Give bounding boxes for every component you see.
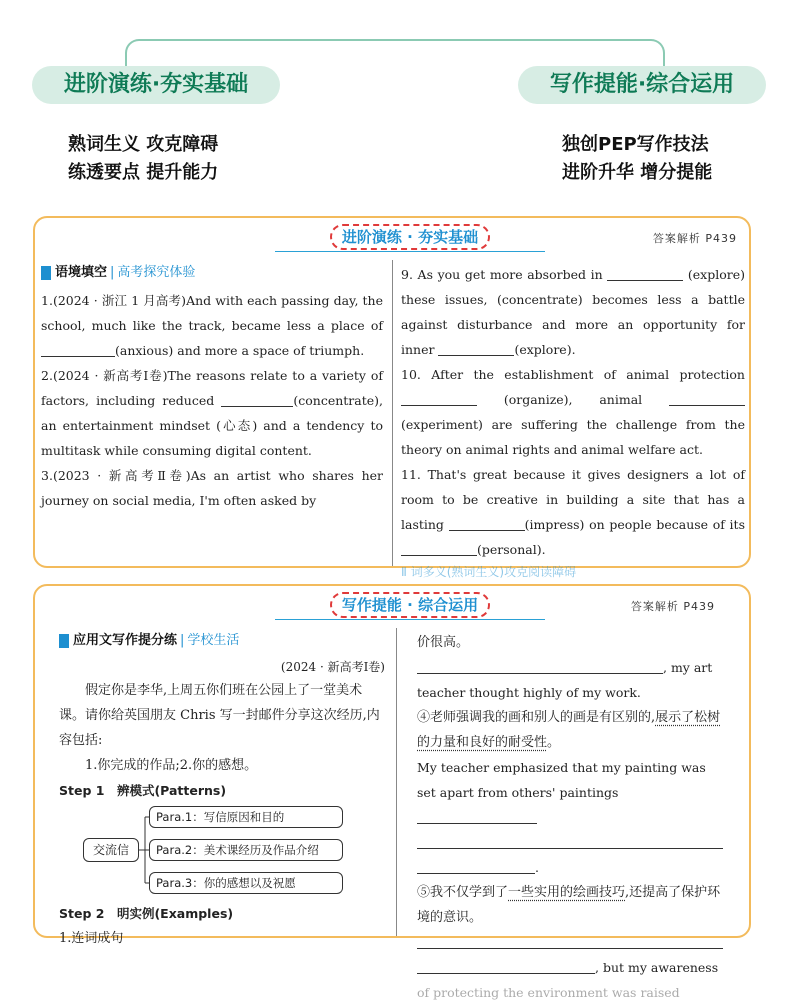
- section-title: 应用文写作提分练: [73, 633, 178, 648]
- header-bracket-line: [125, 39, 665, 69]
- card-title-bar: [275, 592, 545, 620]
- content-points: 1.你完成的作品;2.你的感想。: [85, 758, 258, 773]
- question-4: ④老师强调我的画和别人的画是有区别的,展示了松树的力量和良好的耐受性。: [417, 710, 721, 750]
- answer-blank[interactable]: [607, 267, 683, 281]
- card-title-bar: [275, 224, 545, 252]
- answer-reference: 答案解析 P439: [630, 600, 715, 613]
- answer-blank[interactable]: [449, 517, 525, 531]
- answer-blank[interactable]: [417, 660, 663, 674]
- diagram-hub: 交流信: [83, 838, 139, 862]
- question-3: 3.(2023 · 新高考Ⅱ卷)As an artist who shares her journey on social media, I'm often asked by: [41, 468, 384, 508]
- text-line: [417, 930, 727, 955]
- text-line: teacher thought highly of my work.: [417, 685, 641, 700]
- answer-blank[interactable]: [401, 542, 477, 556]
- column-divider: [392, 260, 393, 566]
- writing-card: [33, 584, 751, 1000]
- answer-blank[interactable]: [438, 342, 514, 356]
- right-section-pill: 写作提能·综合运用: [518, 66, 766, 104]
- section-title: 语境填空: [55, 265, 108, 280]
- question-2: 2.(2024 · 新高考Ⅰ卷)The reasons relate to a variety of factors, including reduced (concentrate), an entertainment mindset (心态) and a tendency to multitask while consuming digital content.: [41, 368, 383, 458]
- section-heading: 语境填空 | 高考探究体验: [41, 262, 383, 284]
- right-column: [417, 630, 727, 1005]
- section-subtitle: 学校生活: [187, 633, 240, 648]
- left-slogan: [68, 131, 218, 187]
- diagram-para-3: Para.3：你的感想以及祝愿: [149, 872, 343, 894]
- writing-prompt: 假定你是李华,上周五你们班在公园上了一堂美术课。请你给英国朋友 Chris 写一封邮件分享这次经历,内容包括:: [59, 683, 380, 748]
- answer-blank[interactable]: [41, 343, 115, 357]
- answer-blank[interactable]: [417, 960, 595, 974]
- answer-reference: 答案解析 P439: [652, 232, 737, 245]
- section-heading: 应用文写作提分练 | 学校生活: [59, 630, 385, 652]
- question-source: (2024 · 新高考Ⅰ卷): [280, 660, 385, 674]
- answer-blank[interactable]: [417, 810, 537, 824]
- question-10: 10. After the establishment of animal protection (organize), animal (experiment) are suffering the challenge from the theory on animal rights and animal welfare act.: [401, 367, 745, 457]
- cut-off-section-heading: Ⅱ 词多义(熟词生义)攻克阅读障碍: [401, 565, 577, 579]
- answer-blank[interactable]: [417, 860, 535, 874]
- card-title: 写作提能 · 综合运用: [330, 592, 490, 618]
- step-2-heading: Step 2 明实例(Examples): [59, 906, 234, 921]
- answer-blank[interactable]: [401, 392, 477, 406]
- answer-blank[interactable]: [221, 393, 293, 407]
- question-11: 11. That's great because it gives designers a lot of room to be creative in building a site that has a lasting (impress) on people because of its (personal).: [401, 467, 745, 557]
- question-5: ⑤我不仅学到了一些实用的绘画技巧,还提高了保护环境的意识。: [417, 885, 721, 925]
- section-subtitle: 高考探究体验: [117, 265, 196, 280]
- card-title: 进阶演练 · 夯实基础: [330, 224, 490, 250]
- text-line: , but my awareness: [417, 955, 727, 980]
- sub-heading: 1.连词成句: [59, 931, 124, 946]
- text-line: .: [417, 855, 727, 880]
- practice-card: [33, 216, 751, 579]
- cut-off-text: of protecting the environment was raised: [417, 985, 680, 1000]
- text-line: , my art: [417, 655, 727, 680]
- text-line: [417, 830, 727, 855]
- answer-blank[interactable]: [417, 835, 723, 849]
- left-slogan-line-1: 熟词生义 攻克障碍: [68, 134, 219, 155]
- text-line: 价很高。: [417, 635, 470, 650]
- right-column: [401, 262, 745, 582]
- answer-blank[interactable]: [417, 935, 723, 949]
- left-section-pill: 进阶演练·夯实基础: [32, 66, 280, 104]
- left-slogan-line-2: 练透要点 提升能力: [68, 162, 219, 183]
- section-marker-icon: [41, 266, 51, 280]
- column-divider: [396, 628, 397, 936]
- left-column: [59, 630, 385, 951]
- right-slogan: [562, 131, 712, 187]
- right-slogan-line-2: 进阶升华 增分提能: [562, 162, 713, 183]
- left-column: [41, 262, 383, 513]
- right-slogan-line-1: 独创PEP写作技法: [562, 134, 709, 155]
- diagram-para-1: Para.1：写信原因和目的: [149, 806, 343, 828]
- diagram-para-2: Para.2：美术课经历及作品介绍: [149, 839, 343, 861]
- step-1-heading: Step 1 辨模式(Patterns): [59, 783, 227, 798]
- pattern-diagram: [59, 805, 385, 897]
- question-4-english: My teacher emphasized that my painting was set apart from others' paintings: [417, 755, 727, 830]
- question-1: 1.(2024 · 浙江 1 月高考)And with each passing day, the school, much like the track, became less a place of (anxious) and more a space of triumph.: [41, 293, 383, 358]
- answer-blank[interactable]: [669, 392, 745, 406]
- section-marker-icon: [59, 634, 69, 648]
- question-9: 9. As you get more absorbed in (explore) these issues, (concentrate) becomes less a battle against disturbance and more an opportunity for inner (explore).: [401, 267, 745, 357]
